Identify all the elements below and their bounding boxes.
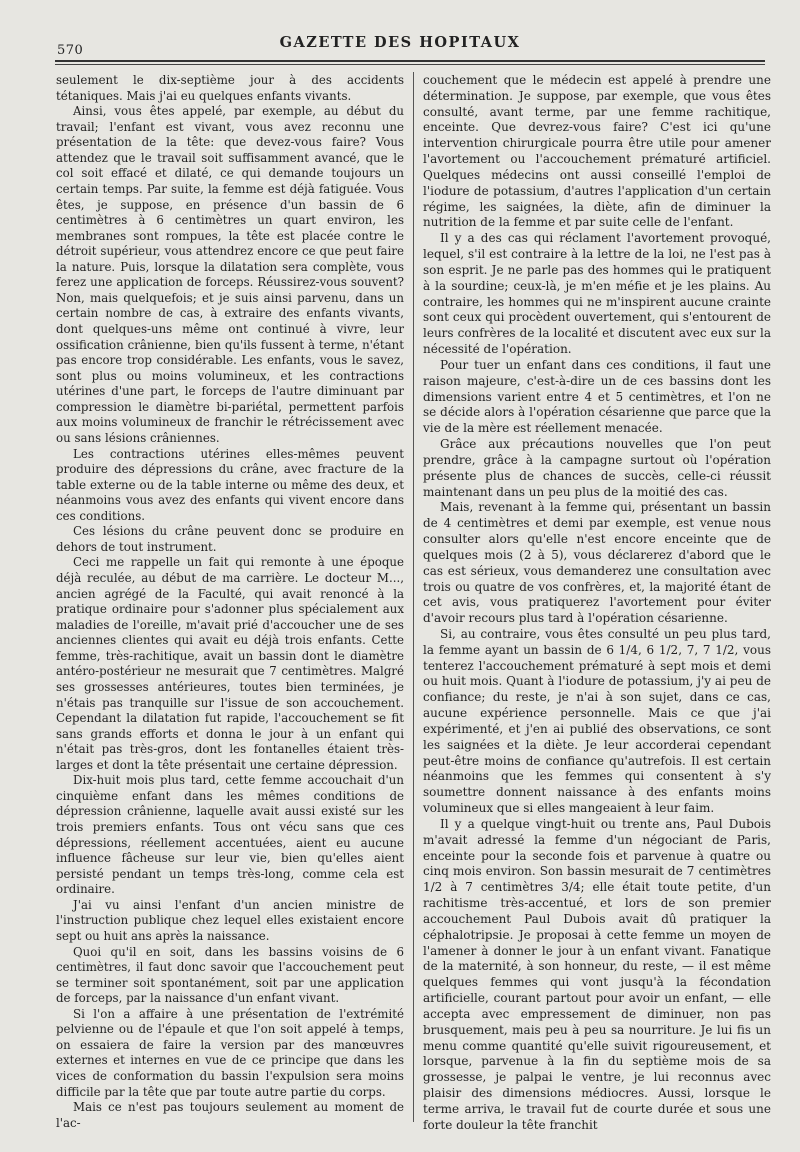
header-rule-thin xyxy=(55,64,765,65)
paragraph: Ces lésions du crâne peuvent donc se produire en dehors de tout instrument. xyxy=(56,524,404,554)
paragraph: Ceci me rappelle un fait qui remonte à une époque déjà reculée, au début de ma carrière. Le docteur M..., ancien agrégé de la Faculté, qui avait renoncé à la pratique ordinaire pour s'adonner plus spécialement aux maladies de l'oreille, m'avait prié d'accoucher une de ses anciennes clientes qui avait eu déjà trois enfants. Cette femme, très-rachitique, avait un bassin dont le diamètre antéro-postérieur ne mesurait que 7 centimètres. Malgré ses grossesses antérieures, toutes bien terminées, je n'étais pas tranquille sur l'issue de son accouchement. Cependant la dilatation fut rapide, l'accouchement se fit sans grands efforts et donna le jour à un enfant qui n'était pas très-gros, dont les fontanelles étaient très-larges et dont la tête présentait une certaine dépression. xyxy=(56,555,404,772)
right-column xyxy=(423,73,771,1133)
header-rule xyxy=(55,60,765,62)
page-number: 570 xyxy=(57,43,84,58)
paragraph: Dix-huit mois plus tard, cette femme accouchait d'un cinquième enfant dans les mêmes conditions de dépression crânienne, laquelle avait aussi existé sur les trois premiers enfants. Tous ont vécu sans que ces dépressions, réellement accentuées, aient eu aucune influence fâcheuse sur leur vie, bien qu'elles aient persisté pendant un temps très-long, comme cela est ordinaire. xyxy=(56,773,404,897)
paragraph: Il y a des cas qui réclament l'avortement provoqué, lequel, s'il est contraire à la lettre de la loi, ne l'est pas à son esprit. Je ne parle pas des hommes qui le pratiquent à la sourdine; ceux-là, je m'en méfie et je les plains. Au contraire, les hommes qui ne m'inspirent aucune crainte sont ceux qui procèdent ouvertement, qui s'entourent de leurs confrères de la localité et discutent avec eux sur la nécessité de l'opération. xyxy=(423,231,771,357)
paragraph: couchement que le médecin est appelé à prendre une détermination. Je suppose, par exemple, que vous êtes consulté, avant terme, par une femme rachitique, enceinte. Que devrez-vous faire? C'est ici qu'une intervention chirurgicale pourra être utile pour amener l'avortement ou l'accouchement prématuré artificiel. Quelques médecins ont aussi conseillé l'emploi de l'iodure de potassium, d'autres l'application d'un certain régime, les saignées, la diète, afin de diminuer la nutrition de la femme et par suite celle de l'enfant. xyxy=(423,73,771,230)
paragraph: Mais, revenant à la femme qui, présentant un bassin de 4 centimètres et demi par exemple, est venue nous consulter alors qu'elle n'est encore enceinte que de quelques mois (2 à 5), vous déclarerez d'abord que le cas est sérieux, vous demanderez une consultation avec trois ou quatre de vos confrères, et, la majorité étant de cet avis, vous pratiquerez l'avortement pour éviter d'avoir recours plus tard à l'opération césarienne. xyxy=(423,500,771,626)
column-divider xyxy=(413,72,414,1122)
left-column xyxy=(56,73,404,1131)
paragraph: Ainsi, vous êtes appelé, par exemple, au début du travail; l'enfant est vivant, vous avez reconnu une présentation de la tête: que devez-vous faire? Vous attendez que le travail soit suffisamment avancé, que le col soit effacé et dilaté, ce qui demande toujours un certain temps. Par suite, la femme est déjà fatiguée. Vous êtes, je suppose, en présence d'un bassin de 6 centimètres à 6 centimètres un quart environ, les membranes sont rompues, la tête est placée contre le détroit supérieur, vous attendrez encore ce que peut faire la nature. Puis, lorsque la dilatation sera complète, vous ferez une application de forceps. Réussirez-vous souvent? Non, mais quelquefois; et je suis ainsi parvenu, dans un certain nombre de cas, à extraire des enfants vivants, dont quelques-uns même ont continué à vivre, leur ossification crânienne, bien qu'ils fussent à terme, n'étant pas encore trop considérable. Les enfants, vous le savez, sont plus ou moins volumineux, et les contractions utérines d'une part, le forceps de l'autre diminuant par compression le diamètre bi-pariétal, permettent parfois aux moins volumineux de franchir le rétrécissement avec ou sans lésions crâniennes. xyxy=(56,104,404,445)
paragraph: Quoi qu'il en soit, dans les bassins voisins de 6 centimètres, il faut donc savoir que l'accouchement peut se terminer soit spontanément, soit par une application de forceps, par la naissance d'un enfant vivant. xyxy=(56,944,404,1006)
paragraph: Les contractions utérines elles-mêmes peuvent produire des dépressions du crâne, avec fracture de la table externe ou de la table interne ou même des deux, et néanmoins vous avez des enfants qui vivent encore dans ces conditions. xyxy=(56,446,404,523)
paragraph: Mais ce n'est pas toujours seulement au moment de l'ac- xyxy=(56,1100,404,1130)
page-header xyxy=(0,0,800,60)
running-title: GAZETTE DES HOPITAUX xyxy=(279,34,521,51)
paragraph: Si, au contraire, vous êtes consulté un peu plus tard, la femme ayant un bassin de 6 1/4, 6 1/2, 7, 7 1/2, vous tenterez l'accouchement prématuré à sept mois et demi ou huit mois. Quant à l'iodure de potassium, j'y ai peu de confiance; du reste, je n'ai à son sujet, dans ce cas, aucune expérience personnelle. Mais ce que j'ai expérimenté, et j'en ai publié des observations, ce sont les saignées et la diète. Je leur accorderai cependant peut-être moins de confiance qu'autrefois. Il est certain néanmoins que les femmes qui consentent à s'y soumettre donnent naissance à des enfants moins volumineux que si elles mangeaient à leur faim. xyxy=(423,626,771,816)
paragraph: Si l'on a affaire à une présentation de l'extrémité pelvienne ou de l'épaule et que l'on soit appelé à temps, on essaiera de faire la version par des manœuvres externes et internes en vue de ce principe que dans les vices de conformation du bassin l'expulsion sera moins difficile par la tête que par toute autre partie du corps. xyxy=(56,1006,404,1099)
paragraph: Il y a quelque vingt-huit ou trente ans, Paul Dubois m'avait adressé la femme d'un négociant de Paris, enceinte pour la seconde fois et parvenue à quatre ou cinq mois environ. Son bassin mesurait de 7 centimètres 1/2 à 7 centimètres 3/4; elle était toute petite, d'un rachitisme très-accentué, et lors de son premier accouchement Paul Dubois avait dû pratiquer la céphalotripsie. Je proposai à cette femme un moyen de l'amener à donner le jour à un enfant vivant. Fanatique de la maternité, à son honneur, du reste, — il est même quelques femmes qui vont jusqu'à la fécondation artificielle, courant partout pour avoir un enfant, — elle accepta avec empressement de diminuer, non pas brusquement, mais peu à peu sa nourriture. Je lui fis un menu comme quantité qu'elle suivit rigoureusement, et lorsque, parvenue à la fin du septième mois de sa grossesse, je palpai le ventre, je lui reconnus avec plaisir des dimensions médiocres. Aussi, lorsque le terme arriva, le travail fut de courte durée et sous une forte douleur la tête franchit xyxy=(423,816,771,1132)
paragraph: Pour tuer un enfant dans ces conditions, il faut une raison majeure, c'est-à-dire un de ces bassins dont les dimensions varient entre 4 et 5 centimètres, et l'on ne se décide alors à l'opération césarienne que parce que la vie de la mère est réellement menacée. xyxy=(423,357,771,436)
paragraph: Grâce aux précautions nouvelles que l'on peut prendre, grâce à la campagne surtout où l'opération présente plus de chances de succès, celle-ci réussit maintenant dans un peu plus de la moitié des cas. xyxy=(423,437,771,499)
paragraph: seulement le dix-septième jour à des accidents tétaniques. Mais j'ai eu quelques enfants vivants. xyxy=(56,73,404,103)
paragraph: J'ai vu ainsi l'enfant d'un ancien ministre de l'instruction publique chez lequel elles existaient encore sept ou huit ans après la naissance. xyxy=(56,897,404,943)
